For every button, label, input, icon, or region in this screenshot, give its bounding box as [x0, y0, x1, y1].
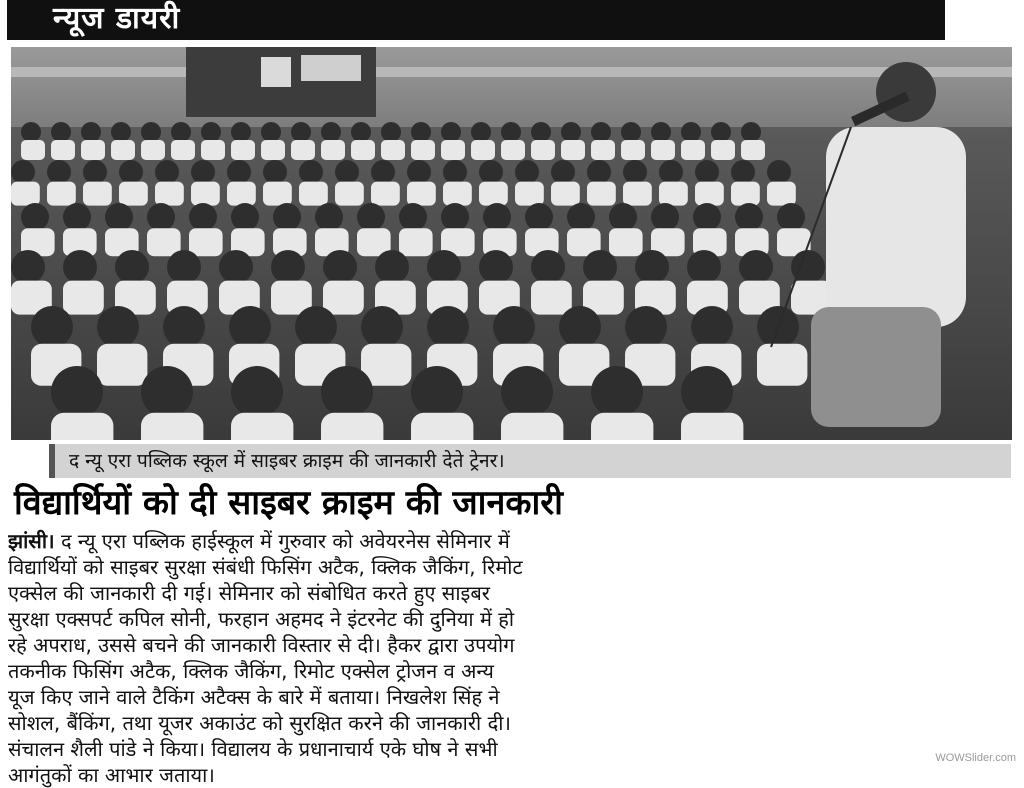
student-uniform	[371, 182, 400, 206]
student-head	[479, 160, 503, 184]
student-uniform	[231, 140, 255, 160]
student-uniform	[201, 140, 225, 160]
student-head	[63, 250, 97, 284]
student-head	[231, 122, 251, 142]
student-uniform	[51, 140, 75, 160]
photo-caption	[49, 444, 1011, 478]
student-head	[623, 160, 647, 184]
student-uniform	[51, 413, 113, 440]
student-head	[525, 203, 553, 231]
student-head	[427, 306, 469, 348]
student-head	[583, 250, 617, 284]
student-uniform	[381, 140, 405, 160]
student-uniform	[119, 182, 148, 206]
student-head	[323, 250, 357, 284]
student-head	[427, 250, 461, 284]
student-head	[479, 250, 513, 284]
student-uniform	[767, 182, 796, 206]
student-uniform	[587, 182, 616, 206]
student-head	[263, 160, 287, 184]
student-head	[515, 160, 539, 184]
student-uniform	[227, 182, 256, 206]
student-head	[735, 203, 763, 231]
student-head	[767, 160, 791, 184]
student-head	[315, 203, 343, 231]
student-head	[625, 306, 667, 348]
student-head	[493, 306, 535, 348]
student-head	[191, 160, 215, 184]
student-head	[321, 122, 341, 142]
student-uniform	[741, 140, 765, 160]
student-head	[411, 122, 431, 142]
student-uniform	[479, 182, 508, 206]
student-head	[273, 203, 301, 231]
student-uniform	[83, 182, 112, 206]
student-uniform	[757, 344, 807, 386]
student-head	[141, 366, 193, 418]
student-head	[691, 306, 733, 348]
student-uniform	[81, 140, 105, 160]
student-head	[295, 306, 337, 348]
article-line-4: सुरक्षा एक्सपर्ट कपिल सोनी, फरहान अहमद ने इंटरनेट की दुनिया में हो	[8, 607, 515, 631]
student-uniform	[731, 182, 760, 206]
student-uniform	[609, 228, 643, 256]
student-head	[501, 122, 521, 142]
news-photo	[11, 47, 1012, 440]
student-head	[171, 122, 191, 142]
student-uniform	[623, 182, 652, 206]
student-head	[651, 122, 671, 142]
student-uniform	[141, 140, 165, 160]
student-uniform	[171, 140, 195, 160]
student-head	[609, 203, 637, 231]
student-uniform	[407, 182, 436, 206]
student-uniform	[261, 140, 285, 160]
student-head	[567, 203, 595, 231]
student-uniform	[291, 140, 315, 160]
student-uniform	[659, 182, 688, 206]
student-head	[407, 160, 431, 184]
student-head	[81, 122, 101, 142]
article-line-text: द न्यू एरा पब्लिक हाईस्कूल में गुरुवार को अवेयरनेस सेमिनार में	[54, 529, 510, 553]
student-head	[651, 203, 679, 231]
student-head	[681, 366, 733, 418]
student-uniform	[411, 413, 473, 440]
article-line-1	[8, 528, 1013, 554]
student-head	[11, 250, 45, 284]
student-head	[115, 250, 149, 284]
watermark: WOWSlider.com	[935, 752, 1016, 764]
student-head	[471, 122, 491, 142]
student-head	[231, 366, 283, 418]
student-head	[351, 122, 371, 142]
article-headline: विद्यार्थियों को दी साइबर क्राइम की जानकारी	[14, 483, 563, 523]
student-head	[227, 160, 251, 184]
article-line-7: यूज किए जाने वाले टैकिंग अटैक्स के बारे में बताया। निखलेश सिंह ने	[8, 685, 500, 709]
student-head	[411, 366, 463, 418]
student-head	[559, 306, 601, 348]
student-head	[21, 203, 49, 231]
student-uniform	[443, 182, 472, 206]
student-uniform	[711, 140, 735, 160]
student-head	[777, 203, 805, 231]
student-head	[591, 122, 611, 142]
article-line-3: एक्सेल की जानकारी दी गई। सेमिनार को संबोधित करते हुए साइबर	[8, 581, 490, 605]
student-head	[189, 203, 217, 231]
student-uniform	[335, 182, 364, 206]
article-dateline: झांसी।	[8, 529, 55, 553]
student-uniform	[591, 413, 653, 440]
student-head	[299, 160, 323, 184]
student-head	[687, 250, 721, 284]
student-head	[63, 203, 91, 231]
student-uniform	[591, 140, 615, 160]
article-line-5: रहे अपराध, उससे बचने की जानकारी विस्तार से दी। हैकर द्वारा उपयोग	[8, 633, 515, 657]
student-head	[681, 122, 701, 142]
student-uniform	[111, 140, 135, 160]
student-uniform	[515, 182, 544, 206]
student-head	[111, 122, 131, 142]
student-head	[587, 160, 611, 184]
student-head	[335, 160, 359, 184]
student-uniform	[299, 182, 328, 206]
student-uniform	[561, 140, 585, 160]
student-uniform	[97, 344, 147, 386]
student-head	[659, 160, 683, 184]
student-head	[321, 366, 373, 418]
student-head	[147, 203, 175, 231]
article-line-2: विद्यार्थियों को साइबर सुरक्षा संबंधी फिसिंग अटैक, क्लिक जैकिंग, रिमोट	[8, 555, 523, 579]
student-head	[219, 250, 253, 284]
student-head	[731, 160, 755, 184]
student-uniform	[501, 413, 563, 440]
student-uniform	[231, 413, 293, 440]
student-uniform	[47, 182, 76, 206]
student-head	[443, 160, 467, 184]
student-uniform	[147, 228, 181, 256]
article-line-8: सोशल, बैंकिंग, तथा यूजर अकाउंट को सुरक्षित करने की जानकारी दी।	[8, 711, 511, 735]
column-header	[7, 0, 945, 40]
student-uniform	[531, 281, 572, 315]
article-line-9: संचालन शैली पांडे ने किया। विद्यालय के प्रधानाचार्य एके घोष ने सभी	[8, 737, 498, 761]
student-uniform	[141, 413, 203, 440]
student-head	[47, 160, 71, 184]
student-uniform	[191, 182, 220, 206]
student-uniform	[471, 140, 495, 160]
student-uniform	[651, 140, 675, 160]
photo-illustration	[11, 47, 1012, 440]
student-head	[441, 203, 469, 231]
student-head	[399, 203, 427, 231]
student-head	[375, 250, 409, 284]
student-head	[163, 306, 205, 348]
student-uniform	[621, 140, 645, 160]
student-head	[483, 203, 511, 231]
student-head	[261, 122, 281, 142]
student-head	[155, 160, 179, 184]
student-uniform	[323, 281, 364, 315]
student-head	[551, 160, 575, 184]
student-head	[531, 122, 551, 142]
student-head	[693, 203, 721, 231]
student-uniform	[263, 182, 292, 206]
student-head	[11, 160, 35, 184]
student-uniform	[63, 281, 104, 315]
student-head	[201, 122, 221, 142]
column-header-title: न्यूज डायरी	[53, 1, 181, 36]
student-uniform	[11, 182, 40, 206]
article-line-6: तकनीक फिसिंग अटैक, क्लिक जैकिंग, रिमोट एक्सेल ट्रोजन व अन्य	[8, 659, 494, 683]
student-head	[741, 122, 761, 142]
student-uniform	[551, 182, 580, 206]
student-head	[51, 122, 71, 142]
student-head	[97, 306, 139, 348]
article-line-10: आगंतुकों का आभार जताया।	[8, 763, 215, 787]
photo-caption-text: द न्यू एरा पब्लिक स्कूल में साइबर क्राइम की जानकारी देते ट्रेनर।	[69, 450, 505, 472]
student-head	[229, 306, 271, 348]
student-head	[291, 122, 311, 142]
student-head	[105, 203, 133, 231]
student-uniform	[399, 228, 433, 256]
student-uniform	[411, 140, 435, 160]
student-head	[591, 366, 643, 418]
student-uniform	[21, 140, 45, 160]
student-head	[531, 250, 565, 284]
student-uniform	[189, 228, 223, 256]
student-head	[83, 160, 107, 184]
student-head	[381, 122, 401, 142]
student-head	[621, 122, 641, 142]
student-uniform	[155, 182, 184, 206]
student-head	[141, 122, 161, 142]
student-uniform	[681, 413, 743, 440]
student-head	[361, 306, 403, 348]
student-head	[739, 250, 773, 284]
student-head	[357, 203, 385, 231]
student-head	[119, 160, 143, 184]
student-uniform	[531, 140, 555, 160]
student-uniform	[321, 140, 345, 160]
student-head	[51, 366, 103, 418]
student-head	[695, 160, 719, 184]
student-head	[271, 250, 305, 284]
student-head	[21, 122, 41, 142]
student-uniform	[441, 140, 465, 160]
student-uniform	[501, 140, 525, 160]
student-uniform	[321, 413, 383, 440]
student-head	[711, 122, 731, 142]
student-uniform	[351, 140, 375, 160]
student-head	[561, 122, 581, 142]
article-body	[8, 528, 1013, 788]
student-uniform	[681, 140, 705, 160]
student-head	[441, 122, 461, 142]
student-uniform	[695, 182, 724, 206]
student-head	[371, 160, 395, 184]
student-head	[635, 250, 669, 284]
student-head	[231, 203, 259, 231]
student-head	[167, 250, 201, 284]
student-head	[501, 366, 553, 418]
student-head	[31, 306, 73, 348]
